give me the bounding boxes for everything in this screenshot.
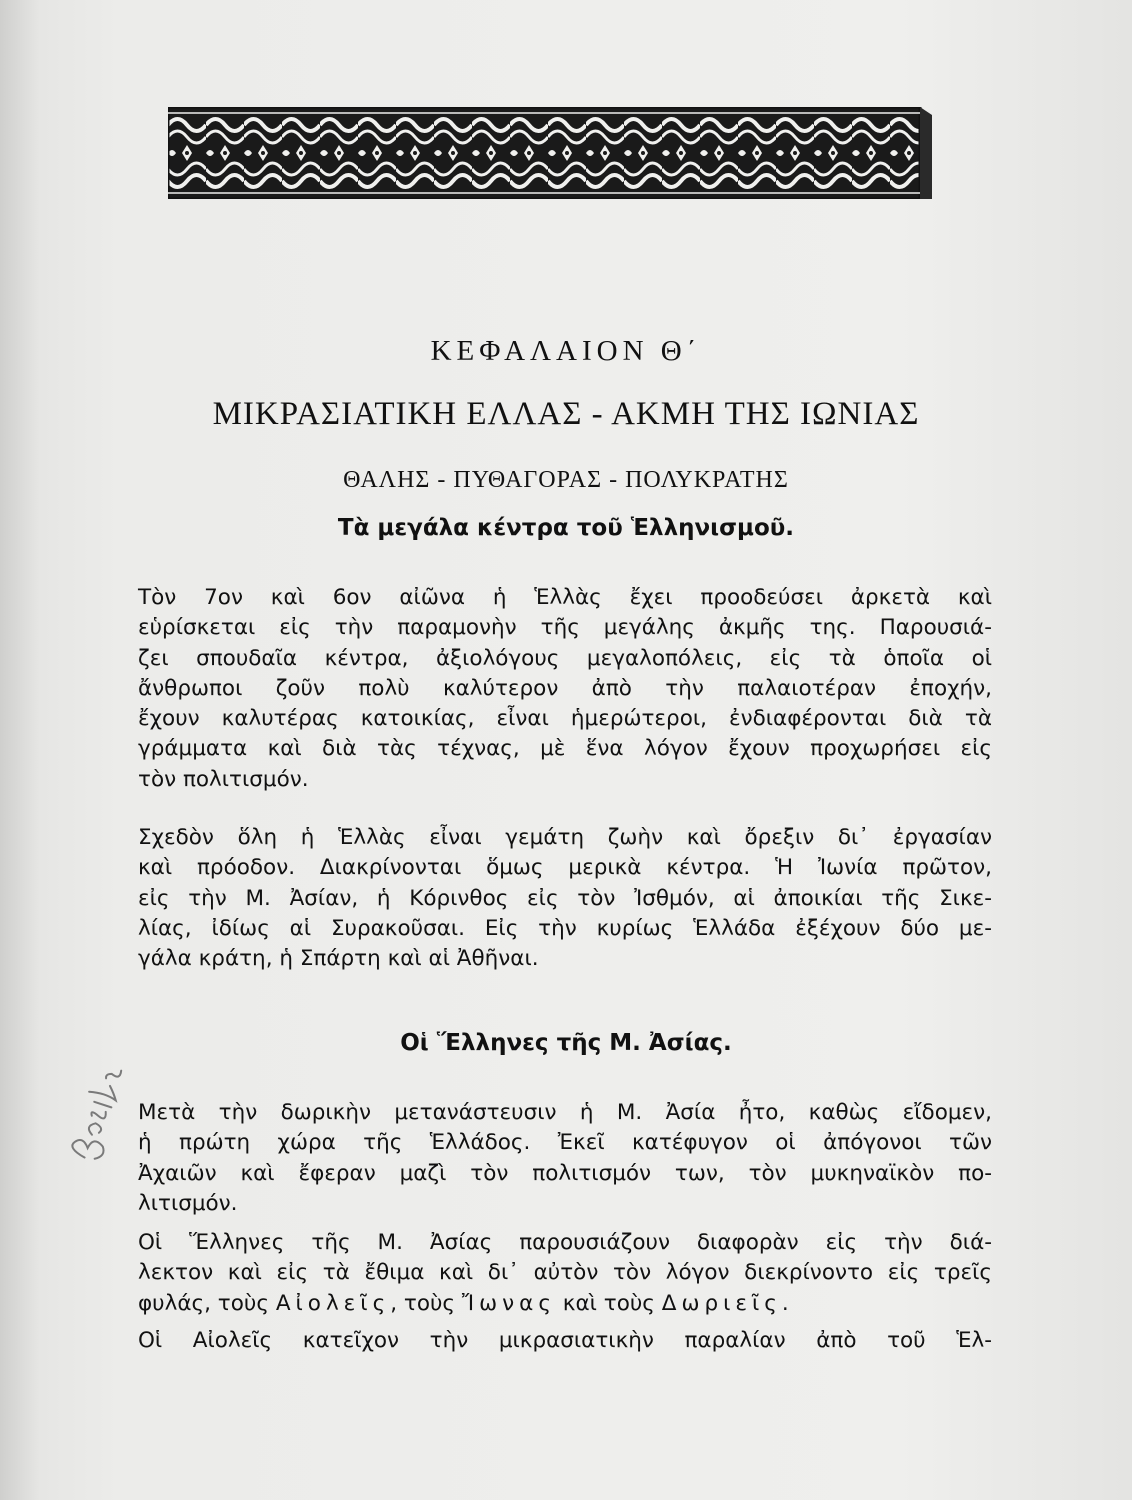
chapter-title: ΜΙΚΡΑΣΙΑΤΙΚΗ ΕΛΛΑΣ - ΑΚΜΗ ΤΗΣ ΙΩΝΙΑΣ: [212, 396, 920, 432]
text-line: Οἱ Ἕλληνες τῆς Μ. Ἀσίας παρουσιάζουν διαφορὰν εἰς τὴν διά-: [138, 1230, 992, 1255]
text-line: Ἀχαιῶν καὶ ἔφεραν μαζὶ τὸν πολιτισμόν των, τὸν μυκηναϊκὸν πο-: [138, 1160, 992, 1186]
text-line: καὶ πρόοδον. Διακρίνονται ὅμως μερικὰ κέντρα. Ἡ Ἰωνία πρῶτον,: [138, 855, 992, 881]
text-line: εἰς τὴν Μ. Ἀσίαν, ἡ Κόρινθος εἰς τὸν Ἰσθμόν, αἱ ἀποικίαι τῆς Σικε-: [138, 885, 992, 911]
text-line: ἡ πρώτη χώρα τῆς Ἑλλάδος. Ἐκεῖ κατέφυγον οἱ ἀπόγονοι τῶν: [138, 1130, 992, 1156]
text-line: ζει σπουδαῖα κέντρα, ἀξιολόγους μεγαλοπόλεις, εἰς τὰ ὁποῖα οἱ: [138, 645, 992, 671]
text-line: Τὸν 7ον καὶ 6ον αἰῶνα ἡ Ἑλλὰς ἔχει προοδεύσει ἀρκετὰ καὶ: [138, 585, 992, 610]
paragraph-2: [138, 823, 992, 974]
text-line: γάλα κράτη, ἡ Σπάρτη καὶ αἱ Ἀθῆναι.: [138, 946, 539, 972]
tribe-dorians: Δωριεῖς: [661, 1290, 782, 1316]
text-fragment: καὶ τοὺς: [562, 1290, 655, 1316]
text-line: Μετὰ τὴν δωρικὴν μετανάστευσιν ἡ Μ. Ἀσία ἦτο, καθὼς εἴδομεν,: [138, 1100, 992, 1125]
paragraph-4: [138, 1228, 992, 1319]
text-line-tribes: [138, 1289, 992, 1319]
handwritten-margin-note: [40, 1040, 160, 1180]
paragraph-3: [138, 1098, 992, 1219]
text-fragment: .: [781, 1290, 789, 1316]
text-line: λίας, ἰδίως αἱ Συρακοῦσαι. Εἰς τὴν κυρίως Ἑλλάδα ἐξέχουν δύο με-: [138, 915, 992, 941]
chapter-subtitle: ΘΑΛΗΣ - ΠΥΘΑΓΟΡΑΣ - ΠΟΛΥΚΡΑΤΗΣ: [343, 467, 789, 493]
section-heading-centers: Τὰ μεγάλα κέντρα τοῦ Ἑλληνισμοῦ.: [337, 515, 795, 541]
text-fragment: φυλάς, τοὺς: [138, 1290, 269, 1316]
text-line: λεκτον καὶ εἰς τὰ ἔθιμα καὶ δι᾽ αὐτὸν τὸν λόγον διεκρίνοντο εἰς τρεῖς: [138, 1260, 992, 1286]
tribe-ionians: Ἴωνας: [461, 1290, 556, 1316]
section-heading-asia-minor: Οἱ Ἕλληνες τῆς Μ. Ἀσίας.: [400, 1030, 732, 1056]
text-line: λιτισμόν.: [138, 1190, 238, 1216]
text-line: ἔχουν καλυτέρας κατοικίας, εἶναι ἡμερώτεροι, ἐνδιαφέρονται διὰ τὰ: [138, 706, 992, 732]
chapter-number: ΚΕΦΑΛΑΙΟΝ Θ΄: [430, 335, 702, 367]
text-line: Οἱ Αἰολεῖς κατεῖχον τὴν μικρασιατικὴν παραλίαν ἀπὸ τοῦ Ἑλ-: [138, 1328, 992, 1353]
text-line: Σχεδὸν ὅλη ἡ Ἑλλὰς εἶναι γεμάτη ζωὴν καὶ ὄρεξιν δι᾽ ἐργασίαν: [138, 825, 992, 850]
text-line: γράμματα καὶ διὰ τὰς τέχνας, μὲ ἕνα λόγον ἔχουν προχωρήσει εἰς: [138, 736, 992, 762]
text-line: ἄνθρωποι ζοῦν πολὺ καλύτερον ἀπὸ τὴν παλαιοτέραν ἐποχήν,: [138, 675, 992, 701]
text-line: εὑρίσκεται εἰς τὴν παραμονὴν τῆς μεγάλης ἀκμῆς της. Παρουσιά-: [138, 615, 992, 641]
text-fragment: , τοὺς: [390, 1290, 456, 1316]
paragraph-5: [138, 1326, 992, 1356]
text-line: τὸν πολιτισμόν.: [138, 766, 309, 792]
decorative-border-ornament: [168, 107, 932, 199]
paragraph-1: [138, 583, 992, 795]
tribe-aeolians: Αἰολεῖς: [275, 1290, 391, 1316]
